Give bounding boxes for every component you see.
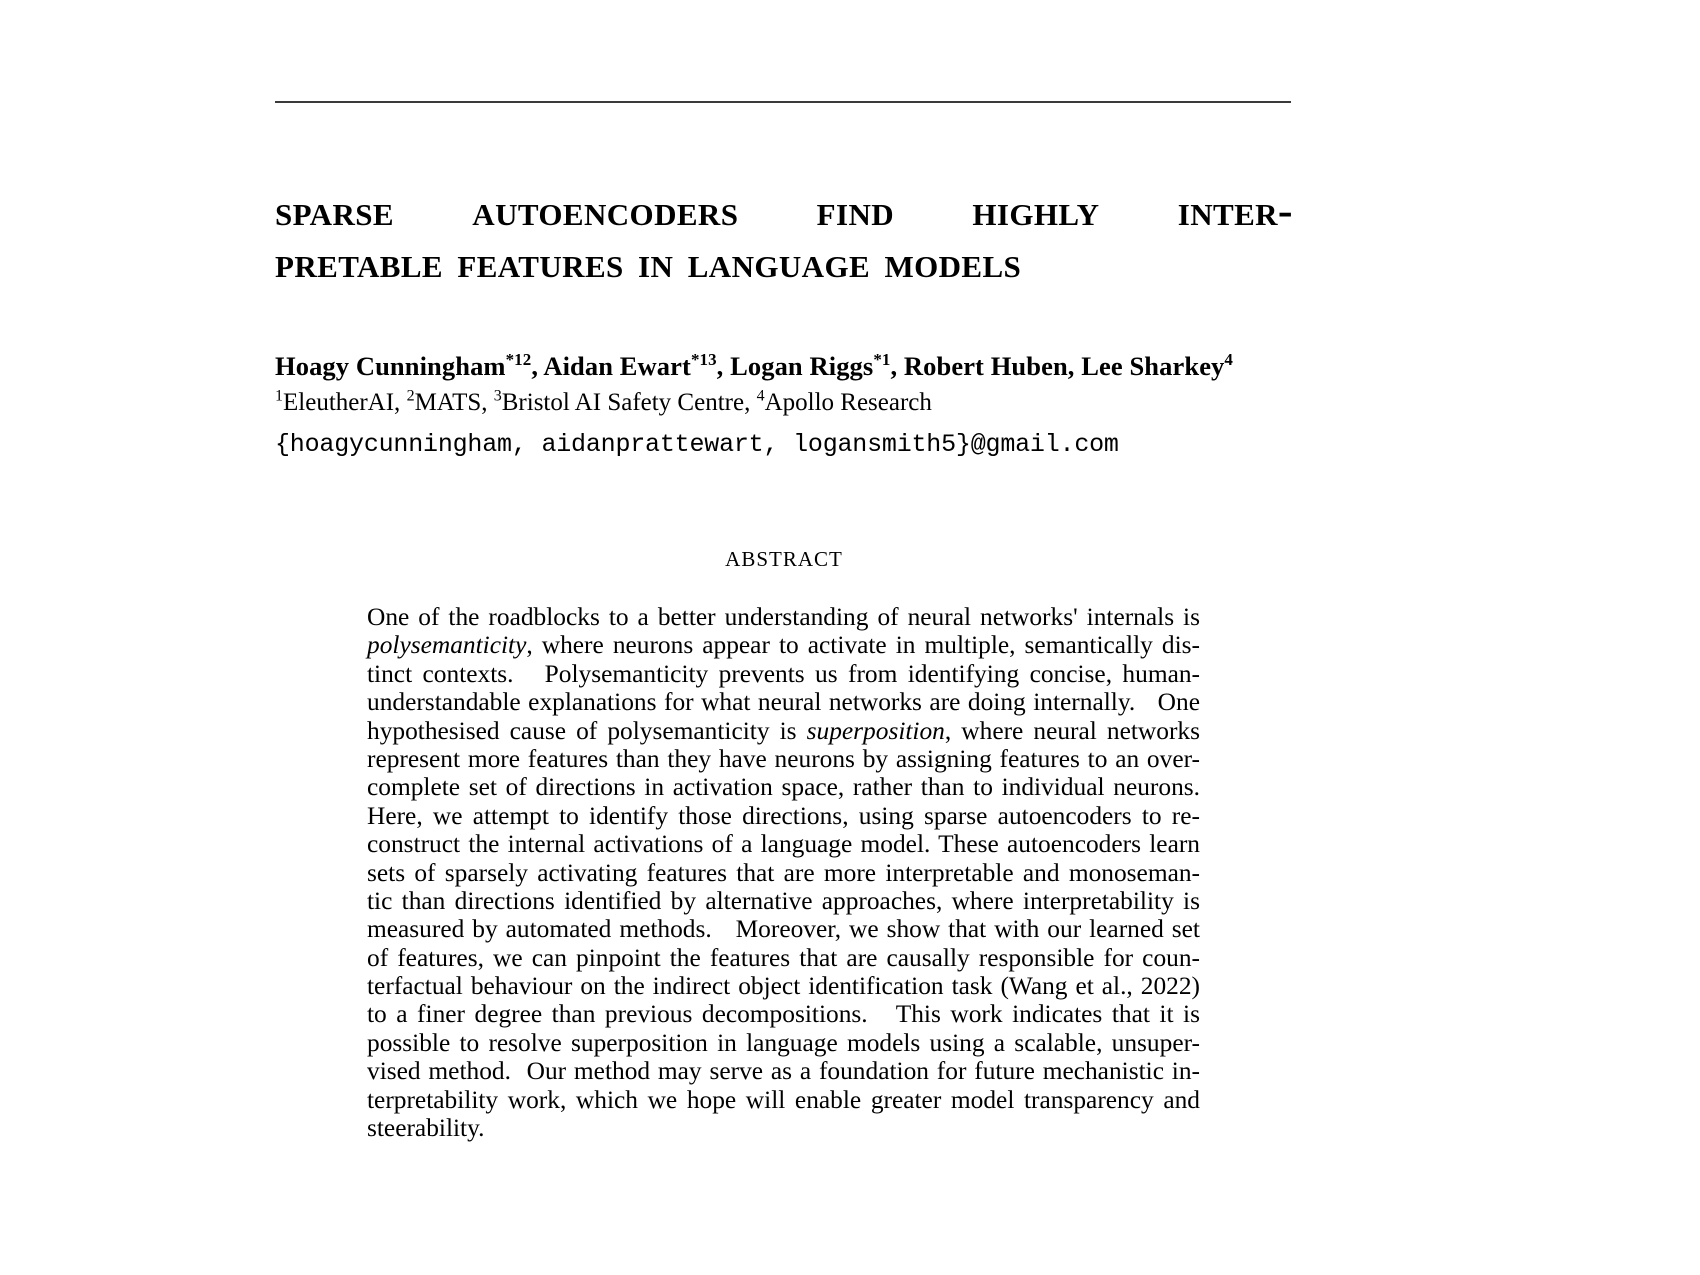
abstract-line: represent more features than they have neurons by assigning features to an over-: [367, 744, 1200, 773]
abstract-line: One of the roadblocks to a better understanding of neural networks' internals is: [367, 603, 1200, 631]
author-name: Lee Sharkey: [1081, 350, 1225, 381]
affiliation-marker: 3: [493, 387, 502, 405]
abstract-line: tinct contexts. Polysemanticity prevents us from identifying concise, human-: [367, 659, 1200, 688]
abstract-emphasis: superposition: [806, 716, 945, 745]
header-horizontal-rule: [275, 101, 1291, 103]
author-affiliations: [275, 386, 1293, 420]
author-affiliation-marker: *1: [873, 349, 891, 369]
abstract-line: sets of sparsely activating features that are more interpretable and monoseman-: [367, 858, 1200, 887]
abstract-line: terfactual behaviour on the indirect object identification task (Wang et al., 2022): [367, 972, 1200, 1001]
abstract-heading: abstract: [725, 540, 843, 573]
affiliation-marker: 2: [406, 387, 415, 405]
abstract-line: complete set of directions in activation space, rather than to individual neurons.: [367, 773, 1200, 802]
abstract-line: steerability.: [367, 1114, 485, 1143]
abstract-line: Here, we attempt to identify those directions, using sparse autoencoders to re-: [367, 801, 1200, 830]
abstract-line: to a finer degree than previous decompositions. This work indicates that it is: [367, 1000, 1200, 1029]
author-separator: ,: [716, 350, 731, 381]
title-line-1: sparse autoencoders find highly inter-: [275, 186, 1293, 235]
author-separator: ,: [1067, 350, 1082, 381]
abstract-line: terpretability work, which we hope will enable greater model transparency and: [367, 1085, 1200, 1114]
abstract-line: construct the internal activations of a language model. These autoencoders learn: [367, 830, 1200, 859]
author-name: Robert Huben: [903, 350, 1068, 381]
title-line-2: pretable features in language models: [275, 237, 1022, 287]
abstract-line: tic than directions identified by alternative approaches, where interpretability is: [367, 886, 1200, 915]
abstract-line: understandable explanations for what neural networks are doing internally. One: [367, 688, 1200, 717]
affiliation-label: Bristol AI Safety Centre,: [501, 389, 757, 417]
author-name: Hoagy Cunningham: [275, 350, 506, 381]
author-affiliation-marker: *13: [690, 349, 717, 369]
author-name: Aidan Ewart: [543, 350, 691, 381]
affiliation-label: MATS,: [414, 389, 494, 417]
abstract-body: [367, 603, 1200, 1142]
author-separator: ,: [531, 350, 544, 381]
abstract-line: of features, we can pinpoint the features that are causally responsible for coun-: [367, 943, 1200, 972]
affiliation-label: Apollo Research: [764, 389, 932, 417]
abstract-line: possible to resolve superposition in language models using a scalable, unsuper-: [367, 1028, 1200, 1057]
page-title: [275, 185, 1293, 289]
abstract-emphasis: polysemanticity: [367, 631, 527, 660]
affiliation-marker: 1: [275, 387, 283, 405]
affiliation-label: EleutherAI,: [283, 389, 407, 417]
abstract-line: polysemanticity, where neurons appear to activate in multiple, semantically dis-: [367, 631, 1200, 660]
paper-content: [275, 185, 1293, 1142]
author-name: Logan Riggs: [730, 350, 874, 381]
author-affiliation-marker: *12: [505, 349, 532, 369]
abstract-line: measured by automated methods. Moreover, we show that with our learned set: [367, 915, 1200, 944]
abstract-line: hypothesised cause of polysemanticity is superposition, where neural networks: [367, 716, 1200, 745]
author-block: [275, 349, 1293, 462]
author-separator: ,: [890, 350, 904, 381]
abstract-line: vised method. Our method may serve as a foundation for future mechanistic in-: [367, 1057, 1200, 1086]
author-emails: {hoagycunningham, aidanprattewart, logansmith5}@gmail.com: [275, 430, 1119, 459]
affiliation-marker: 4: [756, 387, 765, 405]
author-affiliation-marker: 4: [1224, 349, 1233, 369]
author-names: [275, 349, 1293, 383]
